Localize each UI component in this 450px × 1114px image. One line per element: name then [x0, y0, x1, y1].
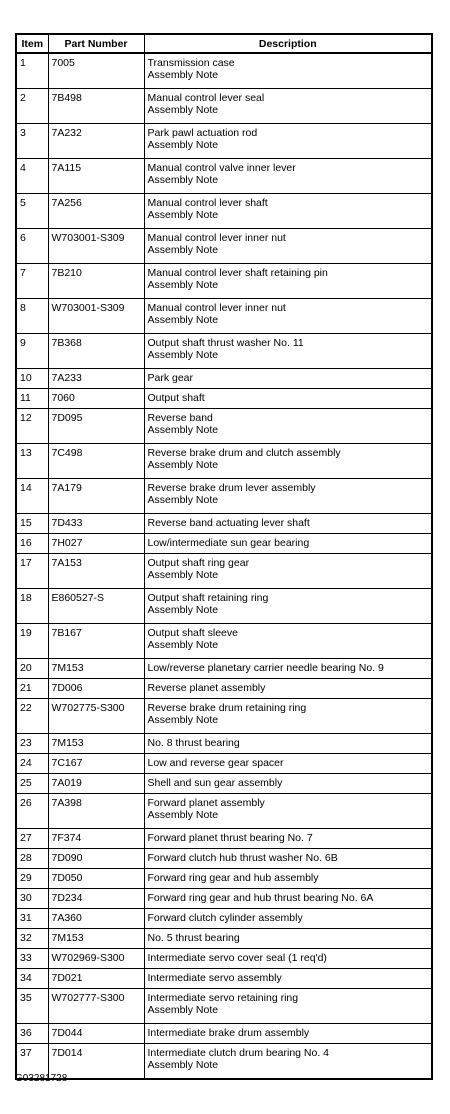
- table-row: [16, 479, 432, 514]
- description-text: Intermediate servo cover seal (1 req'd): [147, 952, 327, 964]
- assembly-note-link: Assembly Note: [147, 279, 219, 291]
- cell-part-number: 7A232: [48, 124, 144, 159]
- assembly-note-link: Assembly Note: [147, 174, 219, 186]
- cell-part-number: 7D090: [48, 849, 144, 869]
- cell-description: [144, 829, 432, 849]
- table-row: [16, 949, 432, 969]
- cell-item: 28: [16, 849, 48, 869]
- cell-item: 24: [16, 754, 48, 774]
- table-row: [16, 624, 432, 659]
- table-row: [16, 589, 432, 624]
- description-text: Forward planet thrust bearing No. 7: [147, 832, 313, 844]
- description-text: No. 8 thrust bearing: [147, 737, 240, 749]
- header-row: [16, 34, 432, 53]
- table-body: [16, 53, 432, 1079]
- table-row: [16, 794, 432, 829]
- cell-part-number: 7M153: [48, 659, 144, 679]
- assembly-note-link: Assembly Note: [147, 604, 219, 616]
- cell-description: [144, 909, 432, 929]
- cell-description: [144, 194, 432, 229]
- cell-description: [144, 264, 432, 299]
- table-row: [16, 969, 432, 989]
- assembly-note-link: Assembly Note: [147, 569, 219, 581]
- description-text: Manual control lever inner nut: [147, 302, 286, 314]
- cell-item: 1: [16, 53, 48, 89]
- cell-part-number: 7D433: [48, 514, 144, 534]
- cell-part-number: 7A360: [48, 909, 144, 929]
- cell-part-number: 7060: [48, 389, 144, 409]
- cell-description: [144, 1044, 432, 1080]
- cell-description: [144, 699, 432, 734]
- cell-item: 12: [16, 409, 48, 444]
- cell-part-number: 7B368: [48, 334, 144, 369]
- cell-part-number: 7D234: [48, 889, 144, 909]
- header-description: Description: [144, 34, 432, 53]
- cell-item: 20: [16, 659, 48, 679]
- assembly-note-link: Assembly Note: [147, 104, 219, 116]
- cell-part-number: 7D095: [48, 409, 144, 444]
- description-text: Forward ring gear and hub thrust bearing No. 6A: [147, 892, 374, 904]
- cell-item: 22: [16, 699, 48, 734]
- description-text: Manual control lever seal: [147, 92, 265, 104]
- description-text: Manual control lever inner nut: [147, 232, 286, 244]
- cell-item: 26: [16, 794, 48, 829]
- assembly-note-link: Assembly Note: [147, 1004, 219, 1016]
- cell-item: 31: [16, 909, 48, 929]
- cell-description: [144, 444, 432, 479]
- table-row: [16, 889, 432, 909]
- assembly-note-link: Assembly Note: [147, 69, 219, 81]
- table-row: [16, 869, 432, 889]
- cell-item: 2: [16, 89, 48, 124]
- description-text: Low/intermediate sun gear bearing: [147, 537, 310, 549]
- cell-part-number: W702969-S300: [48, 949, 144, 969]
- description-text: Forward planet assembly: [147, 797, 265, 809]
- table-row: [16, 679, 432, 699]
- cell-part-number: 7A179: [48, 479, 144, 514]
- description-text: No. 5 thrust bearing: [147, 932, 240, 944]
- cell-item: 25: [16, 774, 48, 794]
- cell-description: [144, 409, 432, 444]
- cell-description: [144, 534, 432, 554]
- table-row: [16, 124, 432, 159]
- cell-item: 19: [16, 624, 48, 659]
- description-text: Intermediate servo retaining ring: [147, 992, 299, 1004]
- cell-item: 37: [16, 1044, 48, 1080]
- cell-item: 36: [16, 1024, 48, 1044]
- table-row: [16, 554, 432, 589]
- table-row: [16, 909, 432, 929]
- table-row: [16, 444, 432, 479]
- description-text: Low/reverse planetary carrier needle bearing No. 9: [147, 662, 384, 674]
- cell-part-number: 7A233: [48, 369, 144, 389]
- assembly-note-link: Assembly Note: [147, 424, 219, 436]
- cell-part-number: 7D050: [48, 869, 144, 889]
- table-row: [16, 159, 432, 194]
- cell-description: [144, 929, 432, 949]
- cell-item: 29: [16, 869, 48, 889]
- description-text: Low and reverse gear spacer: [147, 757, 284, 769]
- cell-item: 21: [16, 679, 48, 699]
- table-row: [16, 1024, 432, 1044]
- cell-part-number: 7M153: [48, 929, 144, 949]
- description-text: Reverse brake drum and clutch assembly: [147, 447, 341, 459]
- cell-part-number: W702777-S300: [48, 989, 144, 1024]
- description-text: Manual control lever shaft retaining pin: [147, 267, 328, 279]
- cell-part-number: 7A398: [48, 794, 144, 829]
- cell-description: [144, 479, 432, 514]
- cell-part-number: 7005: [48, 53, 144, 89]
- cell-item: 18: [16, 589, 48, 624]
- cell-item: 30: [16, 889, 48, 909]
- cell-description: [144, 794, 432, 829]
- cell-description: [144, 869, 432, 889]
- table-row: [16, 659, 432, 679]
- assembly-note-link: Assembly Note: [147, 639, 219, 651]
- cell-description: [144, 124, 432, 159]
- description-text: Transmission case: [147, 57, 235, 69]
- cell-part-number: 7F374: [48, 829, 144, 849]
- cell-item: 10: [16, 369, 48, 389]
- table-header: [16, 34, 432, 53]
- cell-part-number: 7C167: [48, 754, 144, 774]
- cell-part-number: W703001-S309: [48, 299, 144, 334]
- description-text: Output shaft thrust washer No. 11: [147, 337, 304, 349]
- cell-description: [144, 589, 432, 624]
- cell-description: [144, 159, 432, 194]
- description-text: Forward clutch cylinder assembly: [147, 912, 303, 924]
- cell-description: [144, 334, 432, 369]
- table-row: [16, 334, 432, 369]
- cell-description: [144, 949, 432, 969]
- cell-description: [144, 369, 432, 389]
- table-row: [16, 534, 432, 554]
- description-text: Output shaft retaining ring: [147, 592, 269, 604]
- description-text: Intermediate brake drum assembly: [147, 1027, 310, 1039]
- description-text: Reverse brake drum lever assembly: [147, 482, 316, 494]
- description-text: Output shaft sleeve: [147, 627, 238, 639]
- cell-description: [144, 679, 432, 699]
- figure-id: G03281728: [15, 1073, 68, 1084]
- cell-item: 27: [16, 829, 48, 849]
- cell-part-number: 7H027: [48, 534, 144, 554]
- description-text: Reverse band actuating lever shaft: [147, 517, 310, 529]
- cell-part-number: 7A019: [48, 774, 144, 794]
- cell-part-number: E860527-S: [48, 589, 144, 624]
- cell-part-number: 7C498: [48, 444, 144, 479]
- cell-part-number: 7A115: [48, 159, 144, 194]
- cell-item: 7: [16, 264, 48, 299]
- cell-part-number: 7M153: [48, 734, 144, 754]
- cell-description: [144, 229, 432, 264]
- cell-item: 15: [16, 514, 48, 534]
- description-text: Forward clutch hub thrust washer No. 6B: [147, 852, 338, 864]
- assembly-note-link: Assembly Note: [147, 459, 219, 471]
- cell-item: 17: [16, 554, 48, 589]
- cell-item: 9: [16, 334, 48, 369]
- cell-description: [144, 969, 432, 989]
- cell-item: 6: [16, 229, 48, 264]
- assembly-note-link: Assembly Note: [147, 1059, 219, 1071]
- cell-part-number: 7B167: [48, 624, 144, 659]
- table-row: [16, 699, 432, 734]
- table-row: [16, 229, 432, 264]
- cell-part-number: 7D006: [48, 679, 144, 699]
- table-row: [16, 194, 432, 229]
- cell-description: [144, 754, 432, 774]
- table-row: [16, 514, 432, 534]
- table-row: [16, 929, 432, 949]
- table-row: [16, 369, 432, 389]
- assembly-note-link: Assembly Note: [147, 314, 219, 326]
- description-text: Reverse planet assembly: [147, 682, 266, 694]
- description-text: Shell and sun gear assembly: [147, 777, 283, 789]
- cell-item: 5: [16, 194, 48, 229]
- description-text: Manual control valve inner lever: [147, 162, 296, 174]
- cell-description: [144, 299, 432, 334]
- description-text: Reverse brake drum retaining ring: [147, 702, 307, 714]
- description-text: Output shaft: [147, 392, 205, 404]
- assembly-note-link: Assembly Note: [147, 209, 219, 221]
- cell-description: [144, 53, 432, 89]
- cell-item: 34: [16, 969, 48, 989]
- table-row: [16, 89, 432, 124]
- cell-item: 13: [16, 444, 48, 479]
- assembly-note-link: Assembly Note: [147, 809, 219, 821]
- table-row: [16, 389, 432, 409]
- cell-part-number: W703001-S309: [48, 229, 144, 264]
- cell-part-number: 7D044: [48, 1024, 144, 1044]
- description-text: Intermediate servo assembly: [147, 972, 282, 984]
- cell-item: 16: [16, 534, 48, 554]
- assembly-note-link: Assembly Note: [147, 494, 219, 506]
- cell-description: [144, 389, 432, 409]
- cell-part-number: 7A153: [48, 554, 144, 589]
- cell-description: [144, 659, 432, 679]
- cell-item: 33: [16, 949, 48, 969]
- cell-part-number: 7B498: [48, 89, 144, 124]
- cell-description: [144, 1024, 432, 1044]
- description-text: Intermediate clutch drum bearing No. 4: [147, 1047, 330, 1059]
- cell-item: 8: [16, 299, 48, 334]
- cell-description: [144, 989, 432, 1024]
- cell-item: 4: [16, 159, 48, 194]
- table-row: [16, 849, 432, 869]
- table-row: [16, 264, 432, 299]
- assembly-note-link: Assembly Note: [147, 714, 219, 726]
- cell-description: [144, 89, 432, 124]
- cell-description: [144, 774, 432, 794]
- description-text: Forward ring gear and hub assembly: [147, 872, 319, 884]
- assembly-note-link: Assembly Note: [147, 139, 219, 151]
- assembly-note-link: Assembly Note: [147, 244, 219, 256]
- table-row: [16, 734, 432, 754]
- cell-description: [144, 889, 432, 909]
- cell-item: 32: [16, 929, 48, 949]
- table-row: [16, 409, 432, 444]
- description-text: Park pawl actuation rod: [147, 127, 258, 139]
- cell-part-number: 7D014: [48, 1044, 144, 1080]
- cell-item: 35: [16, 989, 48, 1024]
- table-row: [16, 989, 432, 1024]
- table-row: [16, 754, 432, 774]
- header-part-number: Part Number: [48, 34, 144, 53]
- description-text: Manual control lever shaft: [147, 197, 268, 209]
- cell-part-number: W702775-S300: [48, 699, 144, 734]
- cell-item: 14: [16, 479, 48, 514]
- cell-description: [144, 734, 432, 754]
- table-row: [16, 53, 432, 89]
- description-text: Output shaft ring gear: [147, 557, 250, 569]
- cell-item: 3: [16, 124, 48, 159]
- cell-part-number: 7A256: [48, 194, 144, 229]
- cell-item: 11: [16, 389, 48, 409]
- cell-item: 23: [16, 734, 48, 754]
- cell-description: [144, 849, 432, 869]
- table-row: [16, 829, 432, 849]
- cell-description: [144, 624, 432, 659]
- description-text: Reverse band: [147, 412, 213, 424]
- cell-description: [144, 554, 432, 589]
- header-item: Item: [16, 34, 48, 53]
- description-text: Park gear: [147, 372, 194, 384]
- table-row: [16, 774, 432, 794]
- cell-description: [144, 514, 432, 534]
- table-row: [16, 1044, 432, 1080]
- assembly-note-link: Assembly Note: [147, 349, 219, 361]
- parts-table: [15, 33, 433, 1080]
- cell-part-number: 7B210: [48, 264, 144, 299]
- table-row: [16, 299, 432, 334]
- cell-part-number: 7D021: [48, 969, 144, 989]
